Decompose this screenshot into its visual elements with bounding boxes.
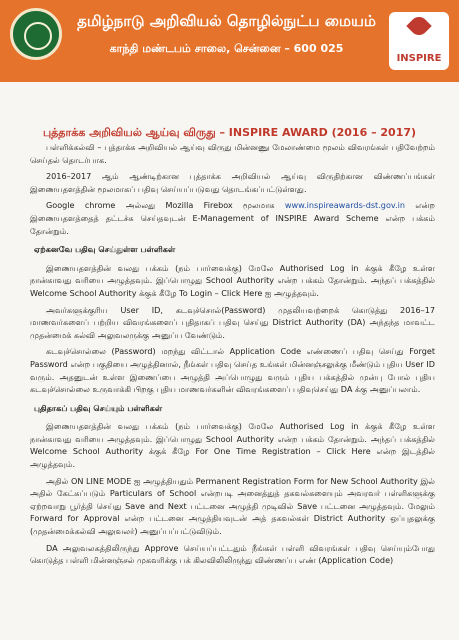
organization-title: தமிழ்நாடு அறிவியல் தொழில்நுட்ப மையம் (77, 12, 376, 30)
section2-paragraph: DA அலுவலகத்திலிருந்து Approve செய்யப்பட்டதும் நீங்கள் பள்ளி விவரங்கள் பதிவு செய்யும்போது கொடுத்த பள்ளி மின்னஞ்சல் முகவரிக்கு பக் கிலவிலிலிருந்து விண்ணப்ப எண் (Application Code) (30, 542, 435, 566)
header-banner (0, 0, 459, 82)
browser-text-pre: Google chrome அல்லது Mozilla Firebox மூலமாக (46, 200, 285, 211)
section-heading-new: புதிதாகப் பதிவு செய்யும் பள்ளிகள் (34, 402, 163, 413)
document-body (0, 141, 459, 567)
browser-paragraph (30, 199, 435, 237)
organization-address: காந்தி மண்டபம் சாலை, சென்னை – 600 025 (109, 42, 344, 55)
section1-paragraph: அவர்களுக்குரிய User ID, கடவுச்சொல்(Password) முதலியவற்றைக் கொடுத்து 2016–17 மாணவர்களைப் பற்றிய விவரங்களைப் புதிதாகப் பதிவு செய்து District Authority (DA) அந்தந்த மாவட்ட முதன்மைக் கல்வி அலுவலருக்கு அனுப்ப வேண்டும். (30, 304, 435, 340)
inspire-logo-text: INSPIRE (396, 53, 442, 64)
intro-paragraph: 2016–2017 ஆம் ஆண்டிற்கான புத்தாக்க அறிவியல் ஆய்வு விருதிற்கான விண்ணப்பங்கள் இணையதளத்தின் மூலமாகப் பதிவு செய்யப்படுவது தொடங்கப்பட்டுள்ளது. (30, 171, 435, 194)
section1-paragraph: இணையதளத்தின் வலது பக்கம் (நம் பார்வைக்கு) மேலே Authorised Log in க்குக் கீழே உள்ள நான்காவது வரியை அழுத்தவும். இப்பொழுது School Authority என்ற பக்கம் தோன்றும். அந்தப் பக்கத்தில் Welcome School Authority க்குக் கீழே To Login – Click Here ஐ அழுத்தவும். (30, 262, 435, 298)
inspire-logo-icon (389, 12, 449, 70)
section-heading-registered: ஏற்கனவே பதிவு செய்துள்ள பள்ளிகள் (34, 244, 176, 255)
page-title: புத்தாக்க அறிவியல் ஆய்வு விருது – INSPIRE AWARD (2016 – 2017) (42, 126, 417, 139)
browser-text-post: என்ற இணையதளத்தைத் தட்டச்சு செய்தவுடன் E-Management of INSPIRE Award Scheme என்ற பக்கம் தோன்றும். (30, 200, 435, 236)
intro-paragraph: பள்ளிக்கல்வி – புத்தாக்க அறிவியல் ஆய்வு விருது மின்னணு மேலாண்மை மூலம் விவரங்கள் பதிவேற்றம் செய்தல் தொடர்பாக. (30, 142, 435, 165)
inspire-leaf-icon (406, 13, 431, 38)
tamil-nadu-emblem-icon (10, 8, 62, 60)
website-link[interactable]: www.inspireawards-dst.gov.in (284, 200, 406, 211)
section1-paragraph: கடவுச்சொல்லை (Password) மறந்து விட்டால் Application Code எண்ணைப் பதிவு செய்து Forget Password என்ற பகுதியை அழுத்தினால், நீங்கள் பதிவு செய்த உங்கள் மின்னஞ்சலுக்கு மீண்டும் புதிய User ID வரும். அதனுடன் உள்ள இணைப்பை அழுத்தி அப்பொழுது வரும் புதிய பக்கத்தில் முன்பு போல் புதிய கடவுச்சொல்லை உருவாக்கி பிறகு புதிய மாணவர்களின் விவரங்களைப் பதிவுசெய்து DA க்கு அனுப்பலாம். (30, 346, 435, 395)
section2-paragraph: அதில் ON LINE MODE ஐ அழுத்தியதும் Permanent Registration Form for New School Authority இல் அதில் கேட்கப்படும் Particulars of School என்றபடி அனைத்துத் தகவல்களையும் அவரவர் பள்ளிகளுக்கு ஏற்றவாறு பூர்த்தி செய்து Save and Next பட்டனை அழுத்தி முடிவில் Save பட்டனை அழுத்தவும். மேலும் Forward for Approval என்ற பட்டனை அழுத்தியவுடன் அத் தகவல்கள் District Authority ஒப்புதலுக்கு (முதன்மைக்கல்வி அலுவலர்) அனுப்பப்பட்டுவிடும். (30, 475, 435, 537)
section2-paragraph: இணையதளத்தின் வலது பக்கம் (நம் பார்வைக்கு) மேலே Authorised Log in க்குக் கீழே உள்ள நான்காவது வரியை அழுத்தவும். இப்பொழுது School Authority என்ற பக்கம் தோன்றும். அந்தப் பக்கத்தில் Welcome School Authority க்குக் கீழே For One Time Registration – Click Here என்ற இடத்தில் அழுத்தவும். (30, 421, 435, 470)
